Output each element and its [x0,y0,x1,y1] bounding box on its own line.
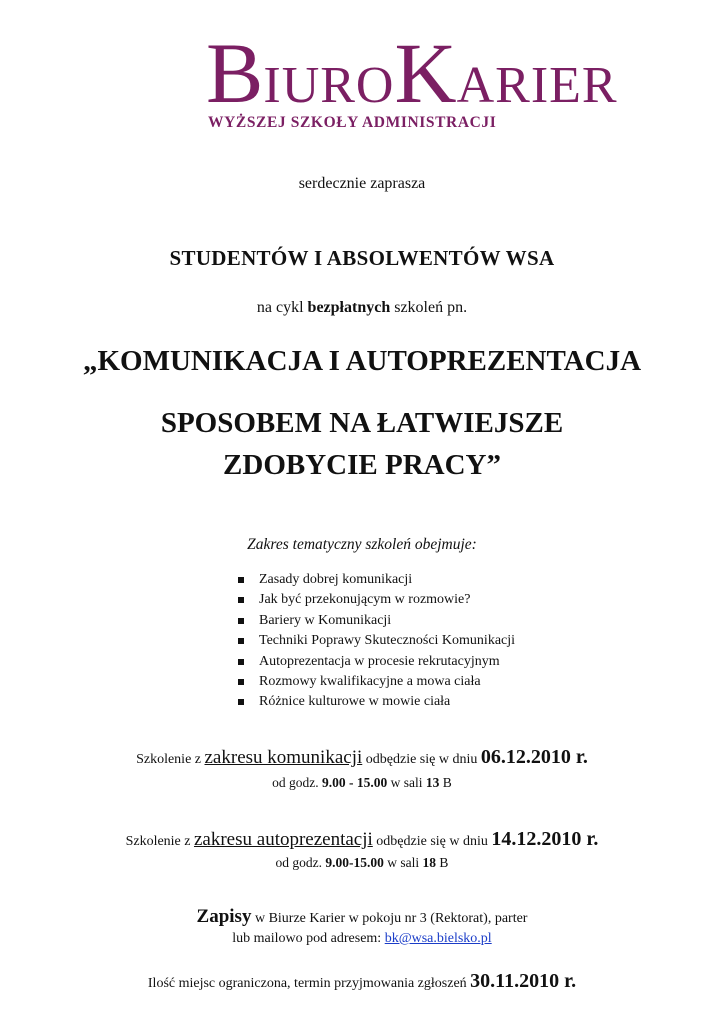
list-item [238,570,515,590]
session-2-hours: 9.00-15.00 [325,855,384,870]
cycle-bold: bezpłatnych [307,299,391,316]
topic-label: Różnice kulturowe w mowie ciała [259,694,451,710]
list-item [238,590,515,610]
logo-initial-b: B [206,25,264,121]
topic-label: Zasady dobrej komunikacji [259,572,413,587]
cycle-text [0,299,724,317]
session-2-date: 14.12.2010 r. [491,828,599,850]
registration-email-line [0,931,724,947]
title-lines-2-3 [0,402,724,486]
deadline-line [0,970,724,993]
square-bullet-icon [238,638,244,644]
topic-label: Techniki Poprawy Skuteczności Komunikacji [259,633,516,649]
session-2-line [0,828,724,851]
deadline-date: 30.11.2010 r. [470,970,577,992]
session-1-topic: zakresu komunikacji [204,747,363,768]
square-bullet-icon [238,699,244,705]
registration-details: w Biurze Karier w pokoju nr 3 (Rektorat), parter [251,911,528,926]
session-2-prefix: Szkolenie z [125,834,194,849]
list-item [238,631,515,651]
square-bullet-icon [238,618,244,624]
topic-label: Jak być przekonującym w rozmowie? [259,592,471,608]
session-2-hours-line [0,855,724,871]
title-line-1: „KOMUNIKACJA I AUTOPREZENTACJA [82,345,642,377]
square-bullet-icon [238,679,244,685]
logo-initial-k: K [394,25,457,121]
intro-text: serdecznie zaprasza [298,175,426,192]
topic-label: Autoprezentacja w procesie rekrutacyjnym [259,653,500,669]
session-2-hours-prefix: od godz. [275,855,326,870]
list-item [238,692,515,712]
topic-list [238,570,515,713]
list-item [238,611,515,631]
square-bullet-icon [238,597,244,603]
list-item [238,672,515,692]
session-1-room-prefix: w sali [387,775,426,790]
square-bullet-icon [238,659,244,665]
registration-email-prefix: lub mailowo pod adresem: [232,931,385,946]
cycle-before: na cykl [256,299,308,316]
title-line-3: ZDOBYCIE PRACY” [223,449,501,481]
session-1-prefix: Szkolenie z [136,752,205,767]
biuro-karier-logo [206,25,618,140]
logo-subtitle: WYŻSZEJ SZKOŁY ADMINISTRACJI [208,114,497,131]
square-bullet-icon [238,577,244,583]
cycle-after: szkoleń pn. [390,299,468,316]
registration-line [0,906,724,928]
session-1-hours: 9.00 - 15.00 [322,775,388,790]
session-1-line [0,746,724,769]
registration-heading: Zapisy [196,906,252,927]
title-line-2: SPOSOBEM NA ŁATWIEJSZE [160,407,564,439]
deadline-text: Ilość miejsc ograniczona, termin przyjmowania zgłoszeń [147,976,471,991]
list-item [238,652,515,672]
session-2-middle: odbędzie się w dniu [372,834,492,849]
logo-word-biuro: IURO [263,57,395,114]
logo-word-karier: ARIER [456,57,618,114]
session-2-topic: zakresu autoprezentacji [193,829,373,850]
scope-heading: Zakres tematyczny szkoleń obejmuje: [247,536,477,553]
session-1-room-suffix: B [439,775,452,790]
session-2-room-prefix: w sali [383,855,423,870]
session-1-hours-prefix: od godz. [272,775,323,790]
session-1-room-number: 13 [425,775,440,790]
session-1-middle: odbędzie się w dniu [362,752,481,767]
topic-label: Bariery w Komunikacji [259,612,392,628]
audience-heading: STUDENTÓW I ABSOLWENTÓW WSA [169,246,555,270]
session-2-room-suffix: B [436,855,449,870]
email-link[interactable]: bk@wsa.bielsko.pl [384,931,492,946]
topic-label: Rozmowy kwalifikacyjne a mowa ciała [259,673,481,689]
session-1-hours-line [0,775,724,791]
session-1-date: 06.12.2010 r. [480,746,588,768]
session-2-room-number: 18 [422,855,437,870]
